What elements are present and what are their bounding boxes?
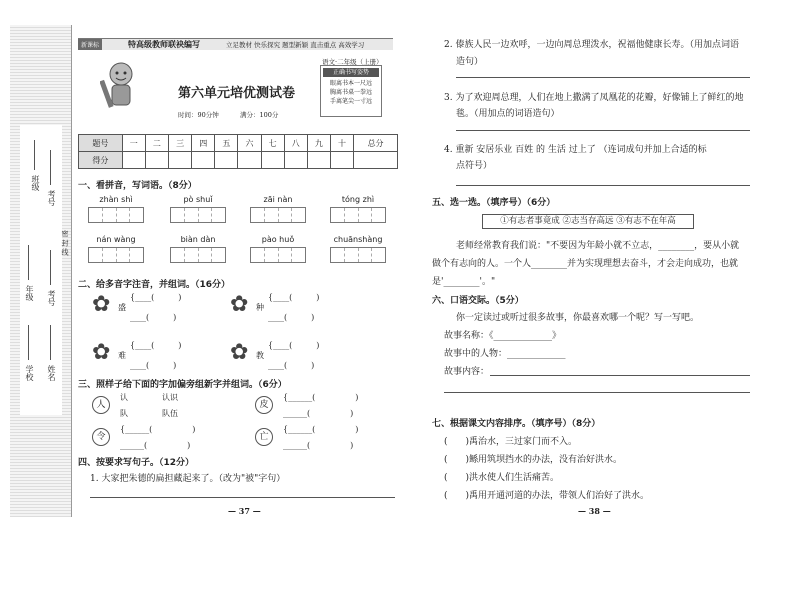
base-char-circle: 皮 bbox=[255, 396, 273, 414]
q6-story-content: 故事内容： bbox=[444, 367, 490, 377]
base-char-circle: 令 bbox=[92, 428, 110, 446]
flower-icon: ✿ bbox=[230, 292, 249, 317]
pinyin-label: nán wàng bbox=[96, 235, 136, 244]
exam-time: 时间：90分钟 bbox=[178, 111, 219, 119]
score-input-cell[interactable] bbox=[330, 152, 353, 169]
character-grid[interactable] bbox=[330, 247, 386, 263]
answer-bracket[interactable]: {______( ) bbox=[283, 393, 359, 402]
score-header-cell: 九 bbox=[307, 135, 330, 152]
score-header-cell: 三 bbox=[169, 135, 192, 152]
q6-content-line-2[interactable] bbox=[444, 392, 750, 393]
score-header-cell: 一 bbox=[122, 135, 145, 152]
polyphone-char: 盛 bbox=[118, 303, 126, 312]
q6-story-name[interactable]: 故事名称：《_____________》 bbox=[444, 331, 562, 341]
q6-title: 六、口语交际。（5分） bbox=[432, 296, 524, 306]
polyphone-char: 难 bbox=[118, 351, 126, 360]
exam-no-label: 考号 bbox=[47, 190, 56, 206]
answer-bracket[interactable]: {______( ) bbox=[120, 425, 196, 434]
score-input-cell[interactable] bbox=[284, 152, 307, 169]
answer-bracket[interactable]: {____( ) bbox=[268, 293, 320, 302]
score-header-cell: 八 bbox=[284, 135, 307, 152]
answer-bracket[interactable]: {____( ) bbox=[268, 341, 320, 350]
score-input-cell[interactable] bbox=[307, 152, 330, 169]
q4-item-4-cont: 点符号） bbox=[456, 161, 493, 171]
answer-bracket[interactable]: ____( ) bbox=[130, 361, 177, 370]
example-char: 队 bbox=[120, 409, 128, 418]
score-input-cell[interactable] bbox=[261, 152, 284, 169]
character-grid[interactable] bbox=[250, 207, 306, 223]
q5-options: ①有志者事竟成 ②志当存高远 ③有志不在年高 bbox=[482, 214, 694, 229]
exam-subject: 语文·二年级（上册） bbox=[322, 58, 383, 66]
exam-full-score: 满分：100分 bbox=[240, 111, 279, 119]
q4-item-2: 2. 傣族人民一边欢呼，一边向周总理泼水，祝福他健康长寿。（用加点词语 bbox=[444, 40, 739, 50]
pinyin-label: zhàn shì bbox=[99, 195, 133, 204]
posture-motto: 正确书写姿势 眼离书本一尺远 胸离书桌一拳远 手离笔尖一寸远 bbox=[320, 65, 382, 117]
score-header-cell: 二 bbox=[145, 135, 168, 152]
example-word: 队伍 bbox=[162, 409, 178, 418]
character-grid[interactable] bbox=[170, 247, 226, 263]
character-grid[interactable] bbox=[88, 207, 144, 223]
answer-bracket[interactable]: ____( ) bbox=[130, 313, 177, 322]
q5-title: 五、选一选。（填序号）（6分） bbox=[432, 198, 556, 208]
series-title: 特高级教师联袂编写 bbox=[128, 40, 200, 49]
base-char-circle: 人 bbox=[92, 396, 110, 414]
character-grid[interactable] bbox=[330, 207, 386, 223]
name-line bbox=[50, 325, 51, 360]
class-line bbox=[34, 140, 35, 170]
answer-bracket[interactable]: ____( ) bbox=[268, 313, 315, 322]
q6-content-line-1[interactable] bbox=[490, 375, 750, 376]
pinyin-label: biàn dàn bbox=[180, 235, 216, 244]
answer-bracket[interactable]: ______( ) bbox=[283, 409, 354, 418]
q4-item-3: 3. 为了欢迎周总理，人们在地上撒满了凤凰花的花瓣，好像铺上了鲜红的地 bbox=[444, 93, 744, 103]
flower-icon: ✿ bbox=[92, 340, 111, 365]
score-input-cell[interactable] bbox=[145, 152, 168, 169]
score-input-cell[interactable] bbox=[122, 152, 145, 169]
q4-answer-line-4[interactable] bbox=[456, 185, 750, 186]
page-number-left: — 37 — bbox=[228, 506, 261, 516]
q4-item-1: 1. 大家把朱德的扁担藏起来了。（改为"被"字句） bbox=[90, 474, 286, 484]
mascot-illustration bbox=[100, 60, 142, 110]
q4-item-3-cont: 毯。（用加点的词语造句） bbox=[456, 109, 560, 119]
q4-item-2-cont: 造句） bbox=[456, 57, 484, 67]
school-label: 学校 bbox=[25, 365, 34, 381]
answer-bracket[interactable]: {____( ) bbox=[130, 293, 182, 302]
pinyin-label: pào huǒ bbox=[261, 235, 295, 244]
exam-no-label-2: 考号 bbox=[47, 290, 56, 306]
pinyin-label: tóng zhì bbox=[341, 195, 375, 204]
score-header-cell: 七 bbox=[261, 135, 284, 152]
q5-text-2: 做个有志向的人。一个人________并为实现理想去奋斗，才会走向成功，也就 bbox=[432, 259, 739, 269]
binding-strip bbox=[10, 25, 72, 517]
score-header-cell: 十 bbox=[330, 135, 353, 152]
base-char-circle: 亡 bbox=[255, 428, 273, 446]
answer-bracket[interactable]: {______( ) bbox=[283, 425, 359, 434]
grade-label: 年级 bbox=[25, 285, 34, 301]
sort-item[interactable]: ( )禹用开通河道的办法，带领人们治好了洪水。 bbox=[444, 491, 650, 501]
polyphone-char: 教 bbox=[256, 351, 264, 360]
q6-story-characters[interactable]: 故事中的人物：_____________ bbox=[444, 349, 566, 359]
pinyin-label: chuānshàng bbox=[333, 235, 383, 244]
exam-no-line bbox=[50, 150, 51, 185]
example-word: 认识 bbox=[162, 393, 178, 402]
score-input-cell[interactable] bbox=[169, 152, 192, 169]
q4-item-4: 4. 重新 安居乐业 百姓 的 生活 过上了 （连词成句并加上合适的标 bbox=[444, 145, 707, 155]
score-input-cell[interactable] bbox=[192, 152, 215, 169]
q4-answer-line-2[interactable] bbox=[456, 77, 750, 78]
q4-title: 四、按要求写句子。（12分） bbox=[78, 458, 195, 468]
series-tag: 新课标 bbox=[78, 39, 102, 50]
q4-answer-line-1[interactable] bbox=[90, 497, 395, 498]
score-input-cell[interactable] bbox=[238, 152, 261, 169]
q5-text-1: 老师经常教育我们说："不要因为年龄小就不立志，________，要从小就 bbox=[456, 241, 740, 251]
name-label: 姓名 bbox=[47, 365, 56, 381]
polyphone-char: 种 bbox=[256, 303, 264, 312]
series-slogan: 立足教材 快乐探究 题型新颖 直击重点 高效学习 bbox=[226, 41, 365, 49]
character-grid[interactable] bbox=[250, 247, 306, 263]
sort-item[interactable]: ( )鲧用筑坝挡水的办法，没有治好洪水。 bbox=[444, 455, 623, 465]
score-header-cell: 题号 bbox=[79, 135, 123, 152]
seal-text: 密 封 线 bbox=[61, 230, 69, 256]
class-label: 班级 bbox=[31, 175, 40, 191]
score-header-cell: 总分 bbox=[354, 135, 398, 152]
q2-title: 二、给多音字注音，并组词。（16分） bbox=[78, 280, 231, 290]
score-header-cell: 五 bbox=[215, 135, 238, 152]
q5-text-3: 是'________'。" bbox=[432, 277, 496, 287]
exam-title: 第六单元培优测试卷 bbox=[178, 86, 296, 101]
character-grid[interactable] bbox=[88, 247, 144, 263]
score-header-cell: 四 bbox=[192, 135, 215, 152]
sort-item[interactable]: ( )洪水使人们生活痛苦。 bbox=[444, 473, 560, 483]
q1-title: 一、看拼音，写词语。（8分） bbox=[78, 181, 197, 191]
example-char: 认 bbox=[120, 393, 128, 402]
q7-title: 七、根据课文内容排序。（填序号）（8分） bbox=[432, 419, 601, 429]
grade-line bbox=[28, 245, 29, 280]
sort-item[interactable]: ( )禹治水，三过家门而不入。 bbox=[444, 437, 578, 447]
q6-intro: 你一定读过或听过很多故事，你最喜欢哪一个呢？写一写吧。 bbox=[456, 313, 700, 323]
series-header bbox=[78, 38, 393, 50]
score-input-cell[interactable] bbox=[215, 152, 238, 169]
answer-bracket[interactable]: {____( ) bbox=[130, 341, 182, 350]
q4-answer-line-3[interactable] bbox=[456, 130, 750, 131]
answer-bracket[interactable]: ______( ) bbox=[283, 441, 354, 450]
pinyin-label: zāi nàn bbox=[263, 195, 293, 204]
flower-icon: ✿ bbox=[92, 292, 111, 317]
pinyin-label: pò shuǐ bbox=[183, 195, 213, 204]
q3-title: 三、照样子给下面的字加偏旁组新字并组词。（6分） bbox=[78, 380, 287, 390]
answer-bracket[interactable]: ______( ) bbox=[120, 441, 191, 450]
flower-icon: ✿ bbox=[230, 340, 249, 365]
answer-bracket[interactable]: ____( ) bbox=[268, 361, 315, 370]
score-label-cell: 得分 bbox=[79, 152, 123, 169]
score-input-cell[interactable] bbox=[354, 152, 398, 169]
school-line bbox=[28, 325, 29, 360]
exam-no-line-2 bbox=[50, 250, 51, 285]
score-header-cell: 六 bbox=[238, 135, 261, 152]
character-grid[interactable] bbox=[170, 207, 226, 223]
score-table bbox=[78, 134, 398, 169]
page-number-right: — 38 — bbox=[578, 506, 611, 516]
